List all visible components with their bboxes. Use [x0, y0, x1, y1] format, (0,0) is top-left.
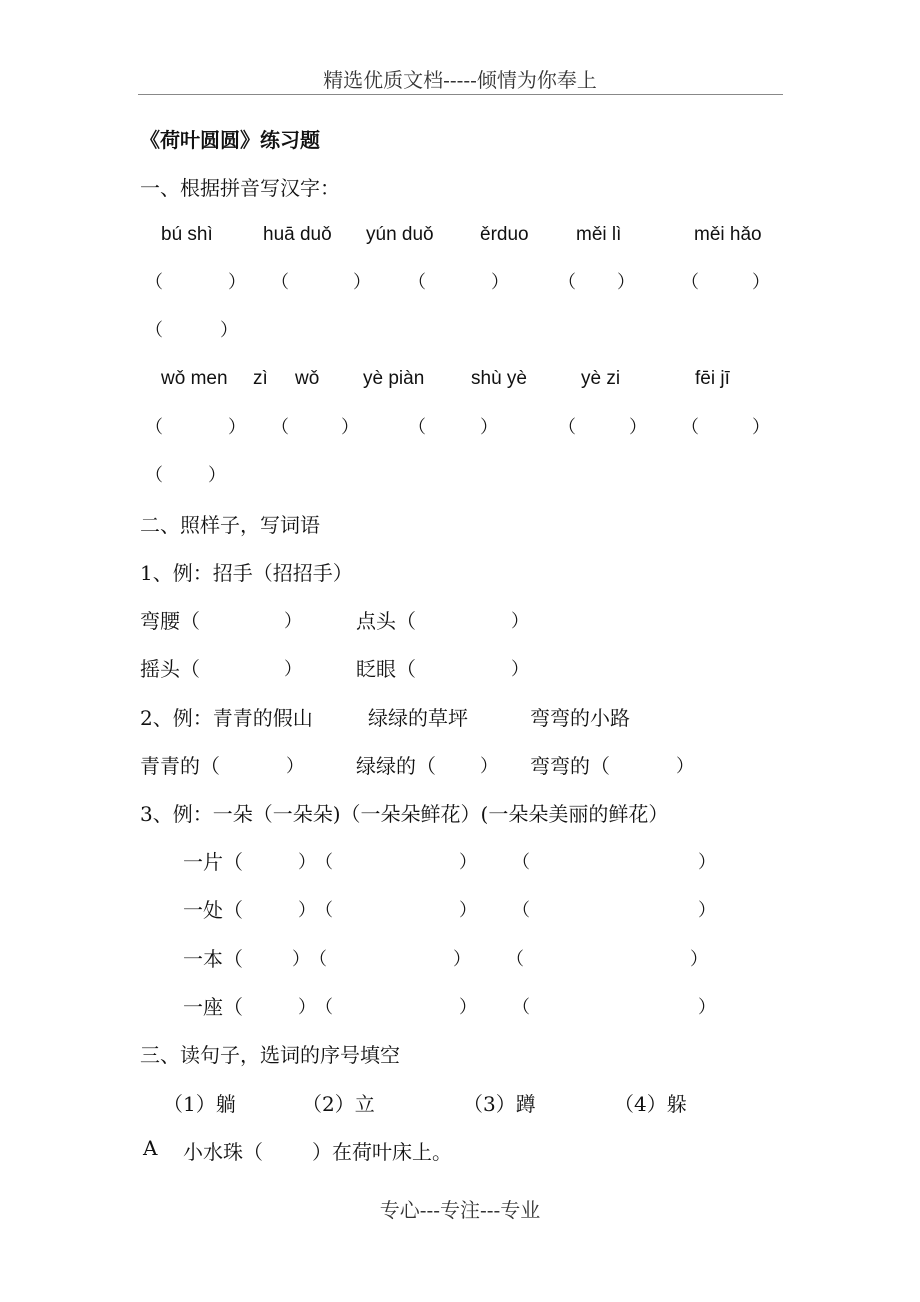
answer-blank-open: （: [315, 997, 333, 1018]
answer-blank-close: ）: [453, 949, 471, 970]
answer-blank-open: （: [271, 417, 289, 438]
answer-blank-open: （: [271, 272, 289, 293]
word-item: 眨眼（: [356, 657, 416, 681]
word-item: 弯腰（: [140, 609, 200, 633]
word-item: 摇头（: [140, 657, 200, 681]
answer-blank-open: （: [315, 852, 333, 873]
page-header: 精选优质文档-----倾情为你奉上: [323, 68, 597, 92]
pinyin-item: měi lì: [576, 224, 622, 245]
answer-blank-open: （: [506, 949, 524, 970]
answer-blank-close: ）: [690, 949, 708, 970]
answer-blank-close: ）: [208, 465, 226, 486]
section2-heading: 二、照样子，写词语: [140, 513, 320, 537]
answer-blank-open: （: [309, 949, 327, 970]
pinyin-item: měi hǎo: [694, 224, 762, 245]
answer-blank-open: （: [512, 900, 530, 921]
pinyin-item: yè zi: [581, 368, 621, 389]
answer-blank-close: ）: [459, 900, 477, 921]
answer-blank-close: ）: [228, 272, 246, 293]
section1-heading: 一、根据拼音写汉字：: [140, 176, 340, 200]
sentence-letter: A: [143, 1136, 158, 1160]
answer-blank-open: （: [408, 272, 426, 293]
answer-blank-close: ）: [752, 417, 770, 438]
answer-blank-close: ）: [676, 756, 694, 777]
pinyin-item: wǒ men: [161, 368, 228, 389]
answer-blank-close: ）: [511, 611, 529, 632]
answer-blank-close: ）: [459, 997, 477, 1018]
answer-blank-close: ）: [228, 417, 246, 438]
pinyin-item: bú shì: [161, 224, 213, 245]
word-item: 一座（: [183, 995, 243, 1019]
pinyin-item: zì: [253, 368, 268, 389]
page-footer: 专心---专注---专业: [379, 1198, 541, 1222]
answer-blank-close: ）: [298, 900, 316, 921]
answer-blank-close: ）: [491, 272, 509, 293]
example-2-item: 弯弯的小路: [530, 706, 630, 730]
answer-blank-open: （: [681, 417, 699, 438]
answer-blank-close: ）: [220, 320, 238, 341]
answer-blank-close: ）: [353, 272, 371, 293]
answer-blank-close: ）: [698, 852, 716, 873]
answer-blank-close: ）: [341, 417, 359, 438]
answer-blank-open: （: [408, 417, 426, 438]
answer-blank-close: ）: [286, 756, 304, 777]
answer-blank-open: （: [512, 997, 530, 1018]
pinyin-item: ěrduo: [480, 224, 529, 245]
pinyin-item: yún duǒ: [366, 224, 434, 245]
pinyin-item: wǒ: [295, 368, 320, 389]
answer-blank-open: （: [145, 417, 163, 438]
answer-blank-close: ）: [298, 997, 316, 1018]
answer-blank-close: ）: [629, 417, 647, 438]
answer-blank-close: ）: [698, 900, 716, 921]
section3-heading: 三、读句子，选词的序号填空: [140, 1043, 400, 1067]
answer-blank-close: ）: [698, 997, 716, 1018]
answer-blank-close: ）: [284, 659, 302, 680]
pinyin-item: yè piàn: [363, 368, 425, 389]
word-item: 绿绿的（: [356, 754, 436, 778]
word-item: 一本（: [183, 947, 243, 971]
sentence-end: ）在荷叶床上。: [312, 1140, 452, 1164]
pinyin-item: shù yè: [471, 368, 527, 389]
word-item: 弯弯的（: [530, 754, 610, 778]
answer-blank-open: （: [681, 272, 699, 293]
pinyin-item: fēi jī: [695, 368, 730, 389]
answer-blank-close: ）: [292, 949, 310, 970]
word-item: 青青的（: [140, 754, 220, 778]
example-2: 2、例：青青的假山: [140, 706, 313, 730]
example-3: 3、例：一朵（一朵朵)（一朵朵鲜花）(一朵朵美丽的鲜花）: [140, 802, 669, 826]
answer-blank-close: ）: [752, 272, 770, 293]
answer-blank-open: （: [145, 465, 163, 486]
worksheet-title: 《荷叶圆圆》练习题: [140, 128, 320, 152]
header-divider: [138, 94, 783, 95]
answer-blank-close: ）: [284, 611, 302, 632]
word-item: 点头（: [356, 609, 416, 633]
example-2-item: 绿绿的草坪: [368, 706, 468, 730]
option-item: （3）蹲: [463, 1092, 536, 1116]
word-item: 一片（: [183, 850, 243, 874]
answer-blank-open: （: [512, 852, 530, 873]
example-1: 1、例：招手（招招手）: [140, 561, 353, 585]
answer-blank-open: （: [145, 272, 163, 293]
answer-blank-open: （: [315, 900, 333, 921]
pinyin-item: huā duǒ: [263, 224, 332, 245]
answer-blank-open: （: [558, 417, 576, 438]
sentence-start: 小水珠（: [183, 1140, 263, 1164]
word-item: 一处（: [183, 898, 243, 922]
answer-blank-open: （: [145, 320, 163, 341]
option-item: （4）躲: [614, 1092, 687, 1116]
answer-blank-close: ）: [617, 272, 635, 293]
answer-blank-close: ）: [480, 417, 498, 438]
answer-blank-close: ）: [459, 852, 477, 873]
answer-blank-close: ）: [511, 659, 529, 680]
answer-blank-close: ）: [298, 852, 316, 873]
answer-blank-close: ）: [480, 756, 498, 777]
option-item: （2）立: [302, 1092, 375, 1116]
answer-blank-open: （: [558, 272, 576, 293]
option-item: （1）躺: [163, 1092, 236, 1116]
